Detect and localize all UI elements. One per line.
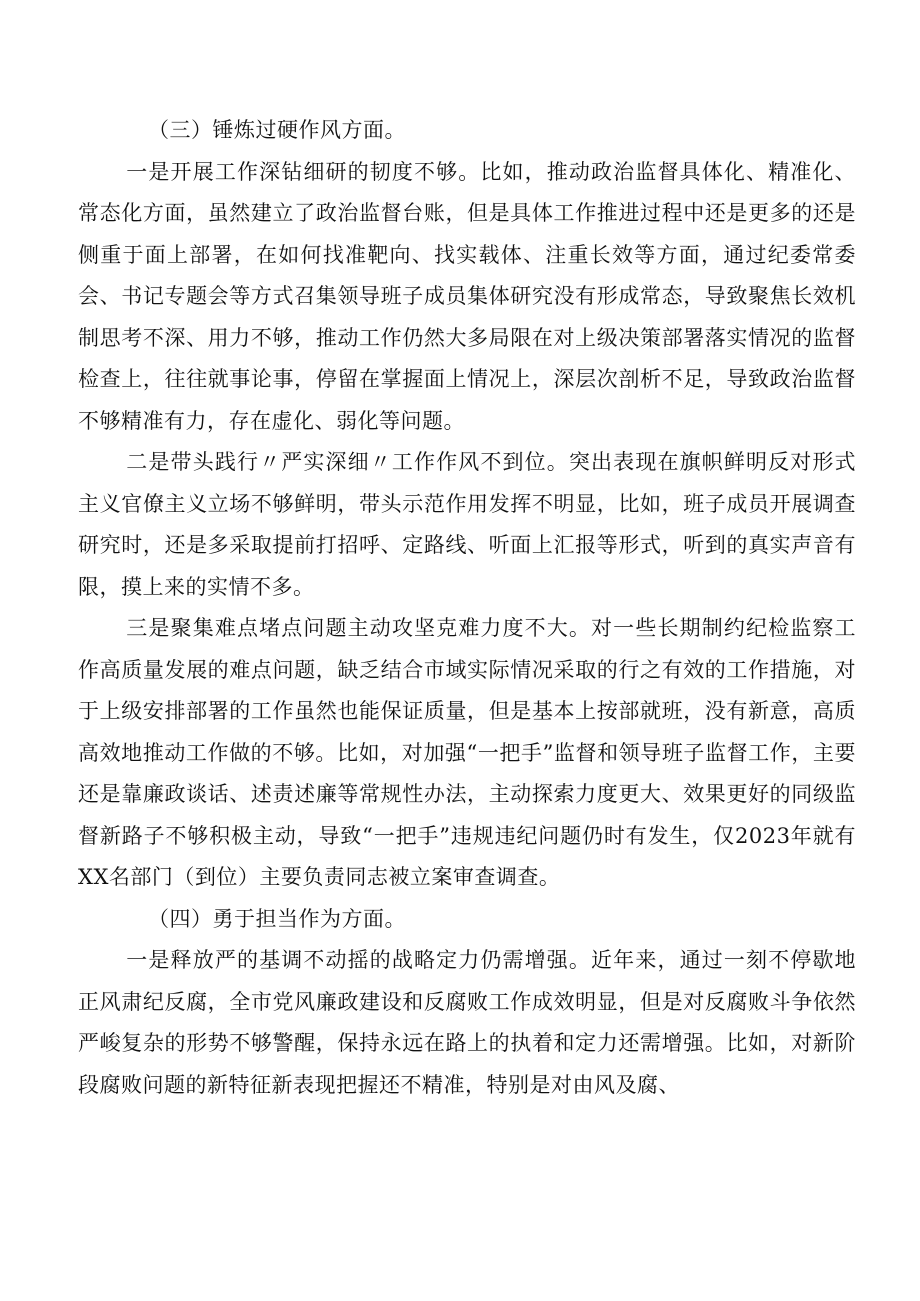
paragraph-4-1: 一是释放严的基调不动摇的战略定力仍需增强。近年来，通过一刻不停歇地正风肃纪反腐，全市党风廉政建设和反腐败工作成效明显，但是对反腐败斗争依然严峻复杂的形势不够警醒，保持永远在路上的执着和定力还需增强。比如，对新阶段腐败问题的新特征新表现把握还不精准，特别是对由风及腐、 [78,948,856,1097]
section-heading-3: （三）锤炼过硬作风方面。 [148,118,406,142]
paragraph-3-2: 二是带头践行〃严实深细〃工作作风不到位。突出表现在旗帜鲜明反对形式主义官僚主义立场不够鲜明，带头示范作用发挥不明显，比如，班子成员开展调查研究时，还是多采取提前打招呼、定路线、听面上汇报等形式，听到的真实声音有限，摸上来的实情不多。 [78,450,856,599]
document-body [78,110,856,1106]
paragraph-3-1: 一是开展工作深钻细研的韧度不够。比如，推动政治监督具体化、精准化、常态化方面，虽然建立了政治监督台账，但是具体工作推进过程中还是更多的还是侧重于面上部署，在如何找准靶向、找实载体、注重长效等方面，通过纪委常委会、书记专题会等方式召集领导班子成员集体研究没有形成常态，导致聚焦长效机制思考不深、用力不够，推动工作仍然大多局限在对上级决策部署落实情况的监督检查上，往往就事论事，停留在掌握面上情况上，深层次剖析不足，导致政治监督不够精准有力，存在虚化、弱化等问题。 [78,159,856,433]
section-heading-4: （四）勇于担当作为方面。 [148,906,406,931]
paragraph-3-3: 三是聚集难点堵点问题主动攻坚克难力度不大。对一些长期制约纪检监察工作高质量发展的难点问题，缺乏结合市域实际情况采取的行之有效的工作措施，对于上级安排部署的工作虽然也能保证质量，但是基本上按部就班，没有新意，高质高效地推动工作做的不够。比如，对加强“一把手”监督和领导班子监督工作，主要还是靠廉政谈话、述责述廉等常规性办法，主动探索力度更大、效果更好的同级监督新路子不够积极主动，导致“一把手”违规违纪问题仍时有发生，仅2023年就有XX名部门（到位）主要负责同志被立案审查调查。 [78,616,856,889]
